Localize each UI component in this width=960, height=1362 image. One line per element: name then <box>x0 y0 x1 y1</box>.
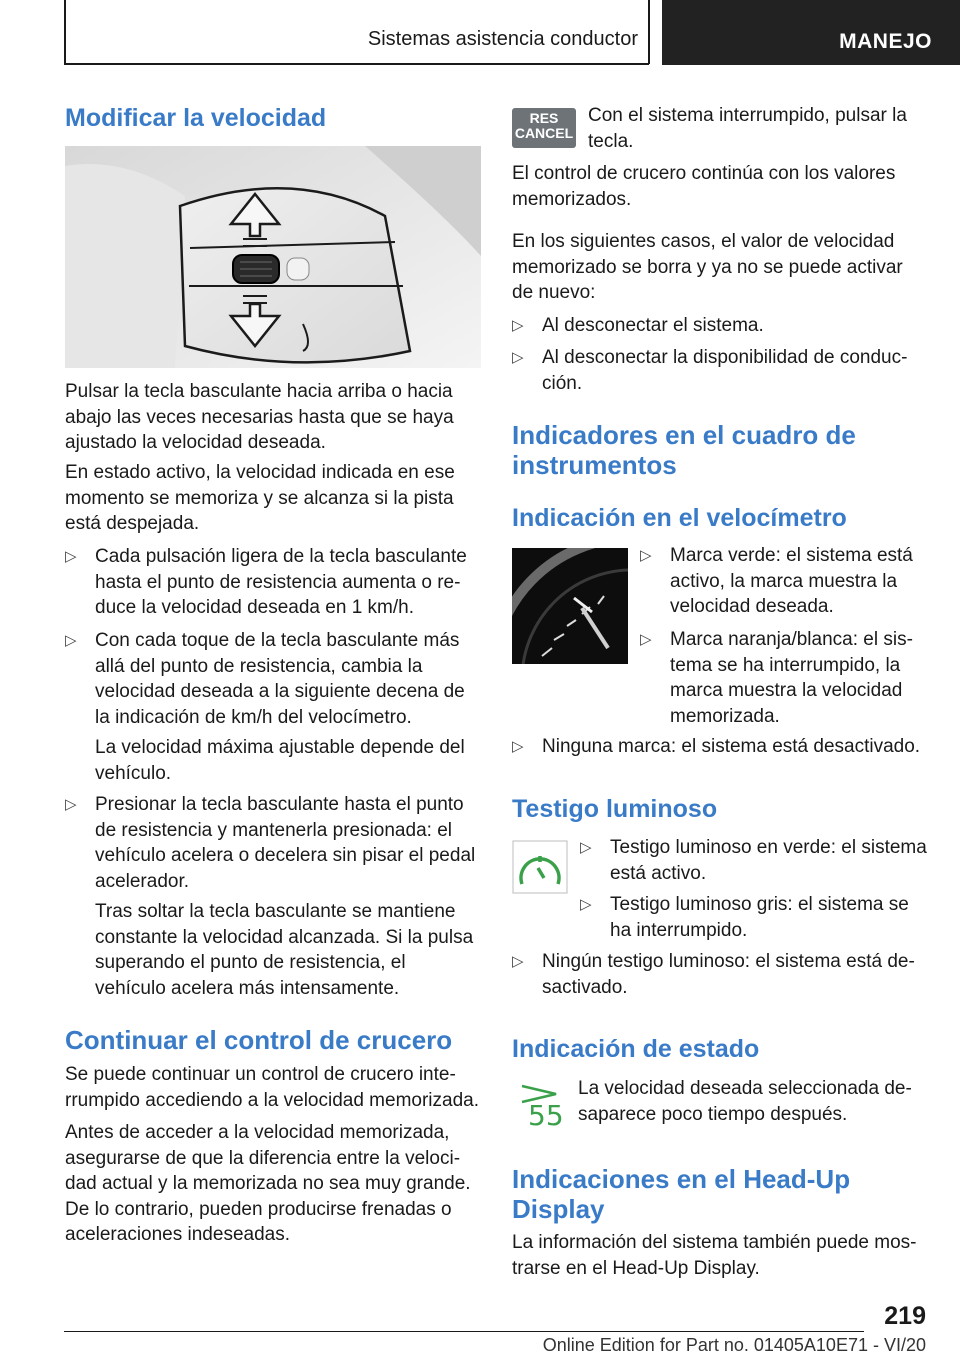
paragraph-rocker-press: Pulsar la tecla basculante hacia arriba o hacia abajo las veces necesarias hasta que se haya ajustado la velocidad deseada. <box>65 381 454 453</box>
bullet-beyond-resistance: ▷ Con cada toque de la tecla basculante más allá del punto de resistencia, cambia la velocidad deseada a la siguiente decena de la indicación de km/h del velocímetro. <box>65 628 481 730</box>
footer-rule <box>64 1331 864 1332</box>
status-speed-icon <box>518 1082 570 1132</box>
header-rule-bottom <box>64 63 649 65</box>
cancel-label: CANCEL <box>514 125 574 141</box>
cruise-control-lamp-icon <box>512 840 568 894</box>
section-title: Sistemas asistencia conductor <box>367 28 638 50</box>
note-release-rocker: Tras soltar la tecla basculante se mantiene constante la velocidad alcanzada. Si la pulsa superando el punto de resistencia, el vehículo acelera más intensamente. <box>95 901 474 999</box>
header-rule-mid <box>648 0 650 64</box>
heading-continue-cruise: Continuar el control de crucero <box>65 1025 453 1055</box>
bullet-green-mark: ▷ Marca verde: el sistema está activo, la marca muestra la velocidad deseada. <box>640 543 928 620</box>
bullet-light-press: ▷ Cada pulsación ligera de la tecla basculante hasta el punto de resistencia aumenta o reduce la velocidad deseada en 1 km/h. <box>65 544 481 621</box>
paragraph-res-press: Con el sistema interrumpido, pulsar la tecla. <box>588 105 907 152</box>
bullet-no-lamp: ▷ Ningún testigo luminoso: el sistema está desactivado. <box>512 949 928 1000</box>
heading-instrument-cluster: Indicadores en el cuadro de instrumentos <box>512 420 856 480</box>
bullet-orange-mark: ▷ Marca naranja/blanca: el sistema se ha interrumpido, la marca muestra la velocidad memorizada. <box>640 627 928 729</box>
bullet-lamp-green: ▷ Testigo luminoso en verde: el sistema está activo. <box>580 835 928 886</box>
steering-wheel-rocker-image <box>65 146 481 368</box>
heading-indicator-lamp: Testigo luminoso <box>512 795 718 823</box>
page-header <box>0 0 960 66</box>
bullet-disconnect-system: ▷ Al desconectar el sistema. <box>512 313 928 339</box>
speedometer-mark-image <box>512 548 628 664</box>
paragraph-hud-info: La información del sistema también puede mostrarse en el Head-Up Display. <box>512 1232 917 1279</box>
heading-head-up-display: Indicaciones en el Head-Up Display <box>512 1164 851 1224</box>
bullet-hold-rocker: ▷ Presionar la tecla basculante hasta el punto de resistencia y mantenerla presionada: el vehículo acelera o decelera sin pisar el pedal acelerador. <box>65 792 481 894</box>
note-max-speed: La velocidad máxima ajustable depende del vehículo. <box>95 737 465 784</box>
bullet-no-mark: ▷ Ninguna marca: el sistema está desactivado. <box>512 734 928 760</box>
paragraph-before-access: Antes de acceder a la velocidad memorizada, asegurarse de que la diferencia entre la velocidad actual y la memorizada no sea muy grande. De lo contrario, pueden producirse frenadas o aceleraciones indeseadas. <box>65 1122 471 1245</box>
page-number: 219 <box>884 1302 926 1330</box>
res-label: RES <box>529 110 559 126</box>
heading-speedometer: Indicación en el velocímetro <box>512 504 847 532</box>
res-cancel-button-icon <box>512 108 576 148</box>
heading-modify-speed: Modificar la velocidad <box>65 104 327 132</box>
status-speed-value: 55 <box>528 1099 564 1132</box>
paragraph-value-cleared: En los siguientes casos, el valor de velocidad memorizado se borra y ya no se puede activar de nuevo: <box>512 231 903 303</box>
paragraph-continue: Se puede continuar un control de crucero interrumpido accediendo a la velocidad memorizada. <box>65 1064 480 1111</box>
chapter-tab[interactable] <box>662 0 960 65</box>
bullet-lamp-gray: ▷ Testigo luminoso gris: el sistema se ha interrumpido. <box>580 892 928 943</box>
heading-status-display: Indicación de estado <box>512 1035 760 1063</box>
bullet-disconnect-drive: ▷ Al desconectar la disponibilidad de conducción. <box>512 345 928 396</box>
paragraph-continues-values: El control de crucero continúa con los valores memorizados. <box>512 163 896 210</box>
chapter-tab-label: MANEJO <box>839 30 932 53</box>
paragraph-active-state: En estado activo, la velocidad indicada en ese momento se memoriza y se alcanza si la pista está despejada. <box>65 462 455 534</box>
edition-info: Online Edition for Part no. 01405A10E71 - VI/20 <box>542 1335 926 1355</box>
paragraph-status-disappears: La velocidad deseada seleccionada desaparece poco tiempo después. <box>578 1078 912 1125</box>
